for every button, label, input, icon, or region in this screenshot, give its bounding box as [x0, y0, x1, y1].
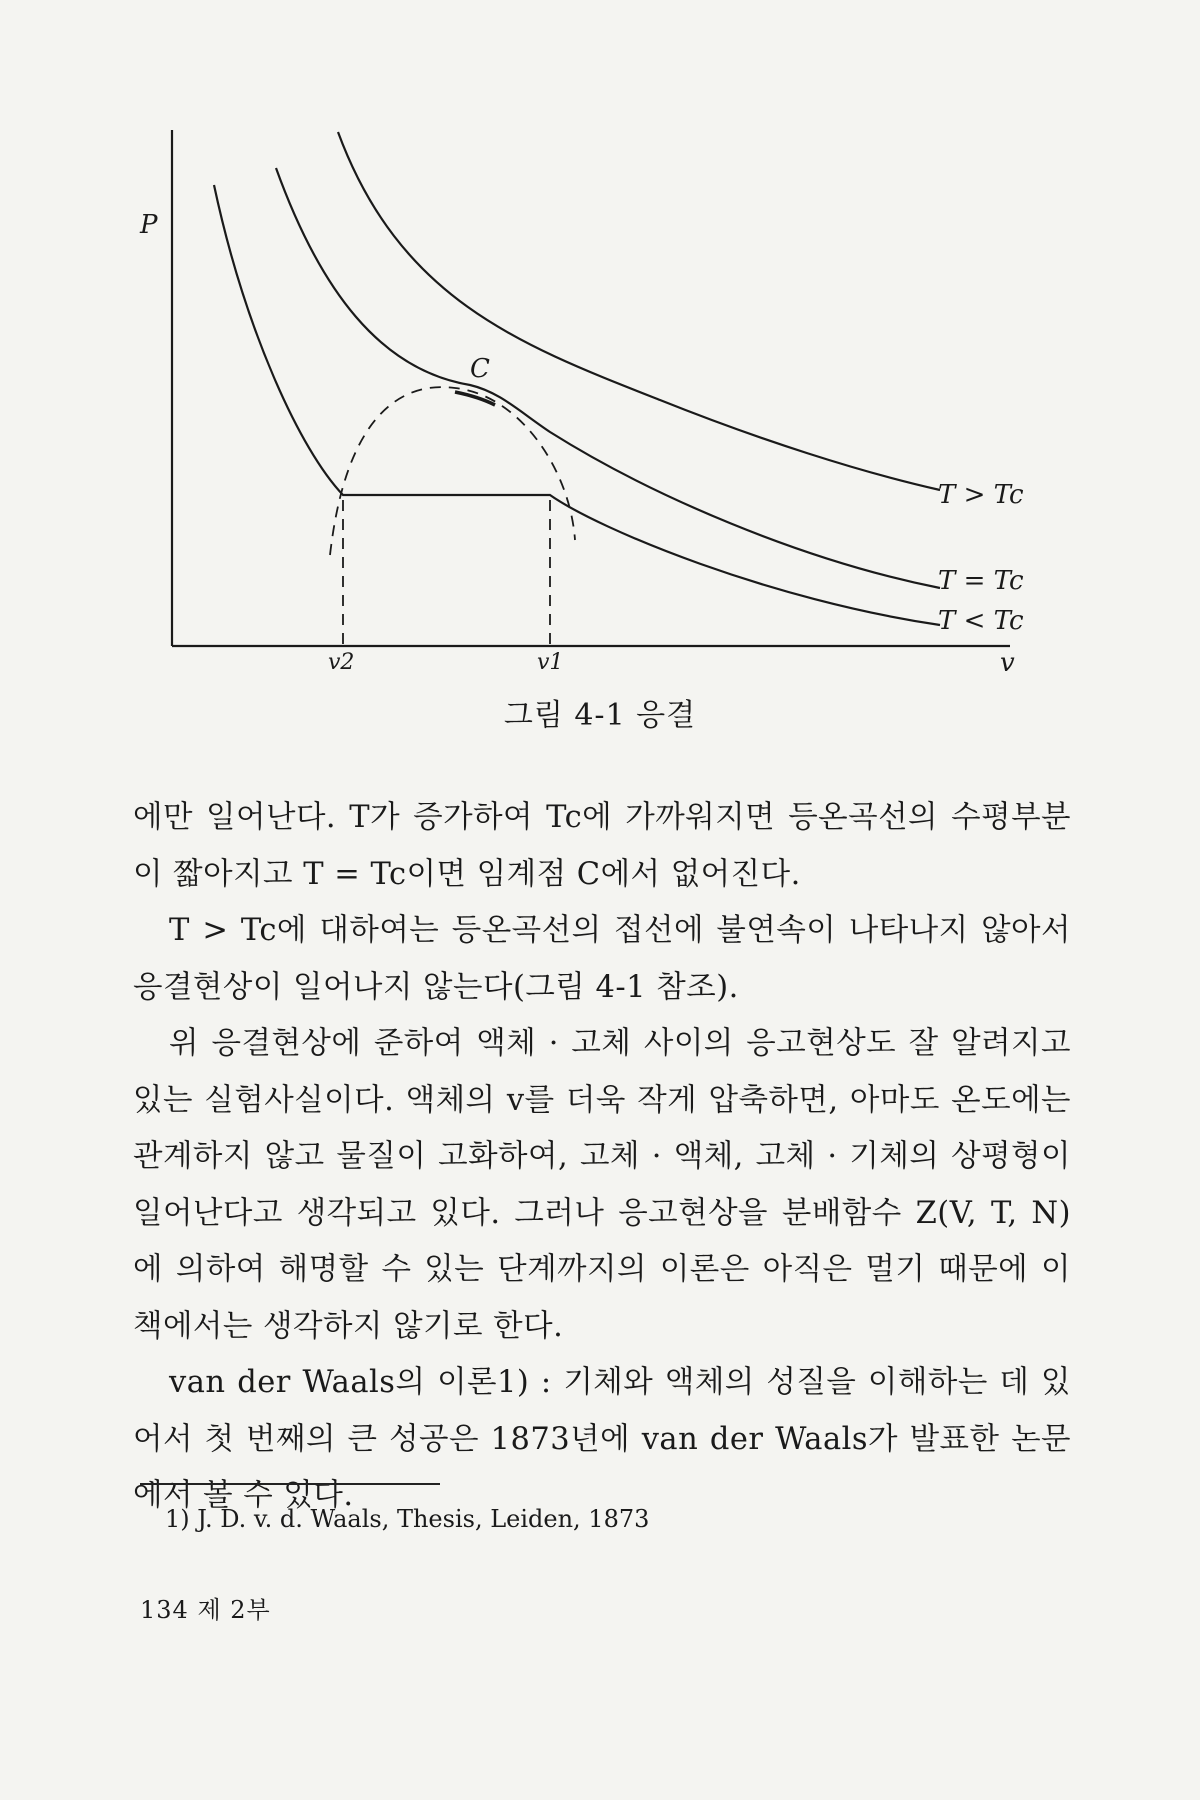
v1-tick-label: v1 [537, 650, 564, 675]
critical-point-label: C [470, 354, 490, 384]
t-equal-label: T = Tc [938, 566, 1024, 596]
part-label: 제 2부 [197, 1596, 271, 1624]
isotherm-t-critical [276, 168, 940, 588]
paragraph-3: 위 응결현상에 준하여 액체 · 고체 사이의 응고현상도 잘 알려지고 있는 실험사실이다. 액체의 v를 더욱 작게 압축하면, 아마도 온도에는 관계하지 않고 물질이 고화하여, 고체 · 액체, 고체 · 기체의 상평형이 일어난다고 생각되고 있다. 그러나 응고현상을 분배함수 Z(V, T, N)에 의하여 해명할 수 있는 단계까지의 이론은 아직은 멀기 때문에 이 책에서는 생각하지 않기로 한다. [133, 1026, 1071, 1344]
footnote: 1) J. D. v. d. Waals, Thesis, Leiden, 1873 [165, 1505, 650, 1533]
body-text [133, 790, 1071, 1525]
paragraph-2: T > Tc에 대하여는 등온곡선의 접선에 불연속이 나타나지 않아서 응결현상이 일어나지 않는다(그림 4-1 참조). [133, 913, 1071, 1005]
figure-4-1 [0, 0, 1200, 690]
isotherm-t-above-critical [338, 132, 940, 490]
t-below-label: T < Tc [938, 606, 1024, 636]
paragraph-4: van der Waals의 이론1) : 기체와 액체의 성질을 이해하는 데 있어서 첫 번째의 큰 성공은 1873년에 van der Waals가 발표한 논문에서 볼 수 있다. [133, 1365, 1071, 1513]
coexistence-dome [330, 387, 575, 555]
page-number: 134 [140, 1596, 189, 1624]
footnote-rule [140, 1483, 440, 1485]
t-above-label: T > Tc [938, 480, 1024, 510]
paragraph-1: 에만 일어난다. T가 증가하여 Tc에 가까워지면 등온곡선의 수평부분이 짧아지고 T = Tc이면 임계점 C에서 없어진다. [133, 800, 1071, 892]
v-axis-label: v [1000, 648, 1015, 678]
figure-caption: 그림 4-1 응결 [503, 698, 697, 733]
page-folio [140, 1590, 271, 1625]
v2-tick-label: v2 [328, 650, 355, 675]
p-axis-label: P [140, 210, 158, 240]
